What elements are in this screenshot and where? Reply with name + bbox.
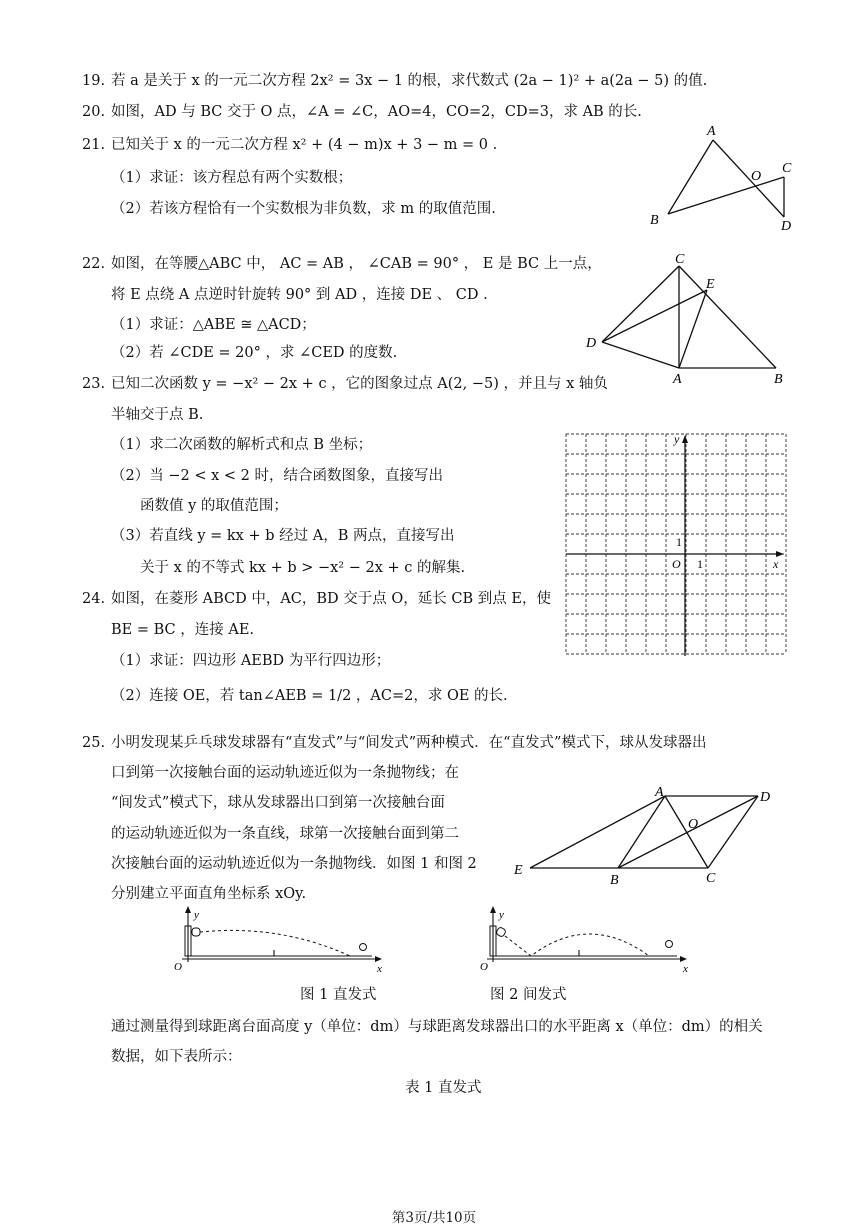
- p20-text: 如图，AD 与 BC 交于 O 点，∠A = ∠C，AO=4，CO=2，CD=3，求 AB 的长.: [111, 104, 642, 120]
- p25-after-1: 通过测量得到球距离台面高度 y（单位：dm）与球距离发球器出口的水平距离 x（单位：dm）的相关: [111, 1019, 763, 1035]
- p24-item-1: （1）求证：四边形 AEBD 为平行四边形；: [111, 653, 391, 669]
- grid-label-one-x: 1: [697, 557, 703, 571]
- fig24-label-d: D: [760, 790, 771, 805]
- fig1-x-arrow-icon: [375, 956, 382, 962]
- p19-number: 19.: [82, 73, 106, 89]
- fig20-label-d: D: [781, 219, 792, 234]
- figure-2-caption: 图 2 间发式: [490, 987, 567, 1003]
- p25-after-2: 数据，如下表所示：: [111, 1049, 242, 1065]
- p22-line-2: 将 E 点绕 A 点逆时针旋转 90° 到 AD ，连接 DE 、 CD .: [111, 287, 488, 303]
- grid-label-origin: O: [672, 557, 681, 571]
- p21-item-1: （1）求证：该方程总有两个实数根；: [111, 170, 353, 186]
- fig20-label-o: O: [751, 169, 762, 184]
- fig2-x-arrow-icon: [680, 956, 687, 962]
- p23-number: 23.: [82, 376, 106, 392]
- fig20-label-c: C: [782, 161, 792, 176]
- fig2-ball-icon: [666, 941, 673, 948]
- p24-number: 24.: [82, 591, 106, 607]
- grid-label-one-y: 1: [676, 535, 682, 549]
- fig24-label-o: O: [688, 817, 699, 832]
- p25-line-6: 分别建立平面直角坐标系 xOy.: [111, 886, 307, 902]
- fig1-launcher-head-icon: [192, 928, 200, 936]
- fig2-trajectory: [505, 934, 649, 956]
- p21-item-2: （2）若该方程恰有一个实数根为非负数，求 m 的取值范围.: [111, 201, 496, 217]
- figure-2-indirect: [479, 904, 704, 980]
- p20-number: 20.: [82, 104, 106, 120]
- figure-22: [580, 246, 800, 395]
- grid-label-x: x: [773, 557, 779, 571]
- fig1-trajectory: [200, 930, 350, 956]
- p23-item-1: （1）求二次函数的解析式和点 B 坐标；: [111, 437, 373, 453]
- fig2-launcher-head-icon: [496, 927, 507, 938]
- fig1-label-x: x: [377, 963, 382, 975]
- p25-line-4: 的运动轨迹近似为一条直线，球第一次接触台面到第二: [111, 826, 459, 842]
- fig2-label-o: O: [480, 961, 488, 973]
- p25-line-5: 次接触台面的运动轨迹近似为一条抛物线．如图 1 和图 2: [111, 856, 477, 872]
- p22-item-1: （1）求证：△ABE ≅ △ACD；: [111, 317, 316, 333]
- p23-line-2: 半轴交于点 B.: [111, 407, 204, 423]
- p23-item-3: （3）若直线 y = kx + b 经过 A，B 两点，直接写出: [111, 528, 455, 544]
- fig1-label-y: y: [194, 909, 199, 921]
- fig22-label-c: C: [675, 252, 685, 267]
- p23-item-2: （2）当 −2 < x < 2 时，结合函数图象，直接写出: [111, 468, 443, 484]
- p23-item-3-cont: 关于 x 的不等式 kx + b > −x² − 2x + c 的解集.: [140, 560, 466, 576]
- p21-number: 21.: [82, 137, 106, 153]
- p22-item-2: （2）若 ∠CDE = 20° ，求 ∠CED 的度数.: [111, 345, 398, 361]
- p21-text: 已知关于 x 的一元二次方程 x² + (4 − m)x + 3 − m = 0 .: [111, 137, 498, 153]
- p24-item-2: （2）连接 OE，若 tan∠AEB = 1/2 ，AC=2，求 OE 的长.: [111, 688, 508, 704]
- fig22-label-e: E: [706, 277, 715, 292]
- figure-20: [640, 120, 800, 239]
- page-footer: 第3页/共10页: [391, 1210, 477, 1226]
- p22-line-1: 如图，在等腰△ABC 中， AC = AB ， ∠CAB = 90° ， E 是 BC 上一点，: [111, 256, 602, 272]
- fig1-label-o: O: [174, 961, 182, 973]
- p25-line-3: “间发式”模式下，球从发球器出口到第一次接触台面: [111, 795, 445, 811]
- fig2-label-x: x: [683, 963, 688, 975]
- y-axis-arrow-icon: [682, 435, 688, 443]
- fig20-label-a: A: [707, 124, 716, 139]
- fig1-y-arrow-icon: [185, 906, 191, 913]
- fig1-ball-icon: [360, 944, 367, 951]
- p24-line-1: 如图，在菱形 ABCD 中，AC，BD 交于点 O，延长 CB 到点 E，使: [111, 591, 551, 607]
- p22-number: 22.: [82, 256, 106, 272]
- figure-23-grid: [562, 430, 792, 664]
- p19-text: 若 a 是关于 x 的一元二次方程 2x² = 3x − 1 的根，求代数式 (2a − 1)² + a(2a − 5) 的值.: [111, 73, 708, 89]
- p25-line-2: 口到第一次接触台面的运动轨迹近似为一条抛物线；在: [111, 765, 459, 781]
- fig22-label-d: D: [586, 336, 597, 351]
- table-1-title: 表 1 直发式: [405, 1080, 482, 1096]
- fig22-label-a: A: [673, 372, 682, 387]
- fig2-y-arrow-icon: [490, 906, 496, 913]
- fig2-label-y: y: [499, 909, 504, 921]
- p25-number: 25.: [82, 735, 106, 751]
- figure-24: [510, 782, 790, 896]
- p23-line-1: 已知二次函数 y = −x² − 2x + c ，它的图象过点 A(2, −5) ，并且与 x 轴负: [111, 376, 608, 392]
- p25-line-1: 小明发现某乒乓球发球器有“直发式”与“间发式”两种模式．在“直发式”模式下，球从发球器出: [111, 735, 707, 751]
- p24-line-2: BE = BC ，连接 AE.: [111, 622, 255, 638]
- fig20-label-b: B: [650, 213, 659, 228]
- fig24-label-a: A: [655, 785, 664, 800]
- fig24-label-c: C: [706, 871, 716, 886]
- grid-label-y: y: [674, 432, 680, 446]
- fig24-label-b: B: [610, 873, 619, 888]
- figure-1-direct: [170, 904, 395, 980]
- fig24-label-e: E: [514, 863, 523, 878]
- figure-1-caption: 图 1 直发式: [300, 987, 377, 1003]
- p23-item-2-cont: 函数值 y 的取值范围；: [140, 498, 288, 514]
- fig22-label-b: B: [774, 372, 783, 387]
